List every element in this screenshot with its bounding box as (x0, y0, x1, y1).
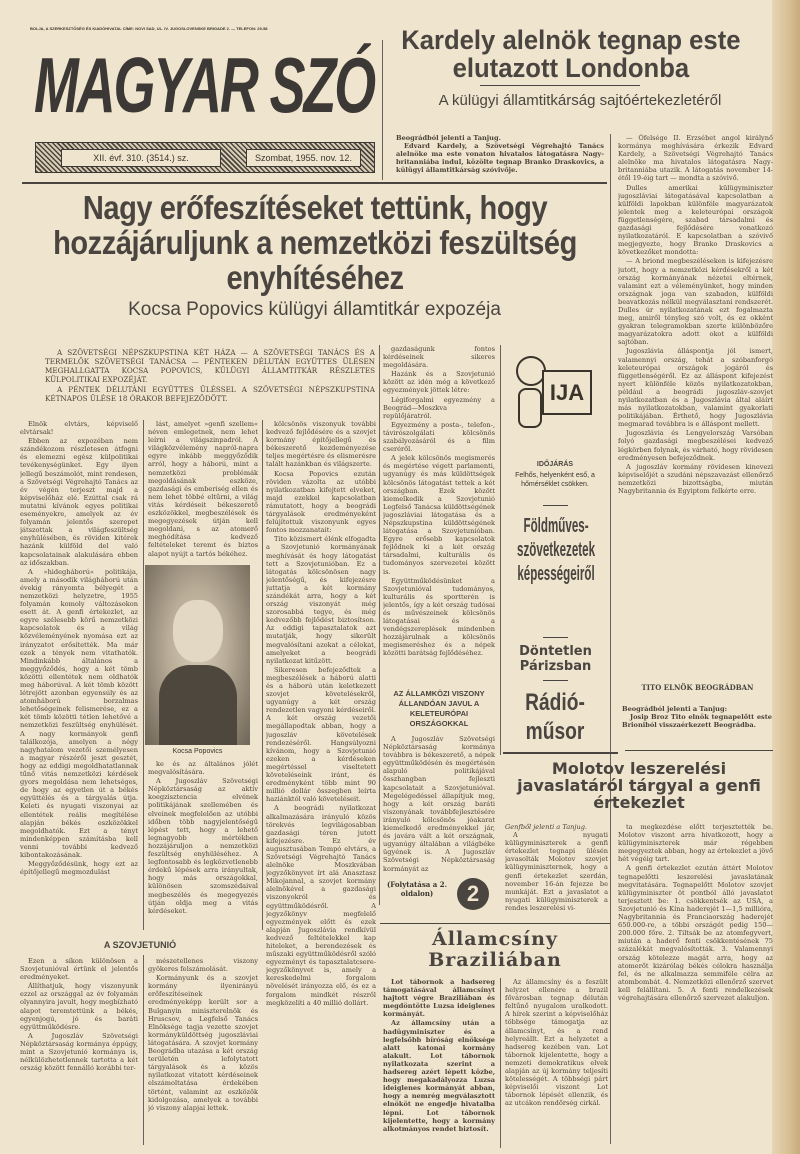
paragraph: Állíthatjuk, hogy viszonyunk ezzel az országgal az év folyamán olyannyira javult, hogy megbízható alapot teremtettünk a békés, egyenjogú, jó és baráti együttműködésre. (20, 982, 138, 1031)
divider (625, 750, 773, 751)
section-heading: AZ ÁLLAMKÖZI VISZONY ÁLLANDÓAN JAVUL A KELETEURÓPAI ORSZÁGOKKAL (393, 689, 485, 728)
continued-page-link[interactable]: 2 (457, 878, 489, 910)
paragraph: — Őfelsége II. Erzsébet angol királynő kormánya meghívására érkezik Edvard Kardely, a Szövetségi Végrehajtó Tanács alelnöke ma hivatalos látogatásra Nagy-britanniába utazik. A látogatás november 14-étől 19-éig tart — mondta a szóvivő. (618, 134, 773, 183)
paragraph: Hazánk és a Szovjetunió között az idén még a következő egyezmények jöttek létre: (383, 370, 495, 395)
divider (503, 752, 618, 754)
paragraph: A Jugoszláv Szövetségi Népköztársaság kormánya továbbra is békeszerető, a népek együttműködésén és megértésén alapuló politikájával összhangban fejleszti kapcsolatait a Szovjetunióval. Megelégedéssel állapítjuk meg, hogy a két ország baráti viszonyának továbbfejlesztésére irányuló kölcsönös jóakarat kiemelkedő eredményekkel jár, és javára vált a két országnak, ugyanúgy általában a világbéke ügyének is. A Jugoszláv Szövetségi Népköztársaság kormányát az (383, 735, 495, 873)
paragraph: Ebben az expozéban nem szándékozom részletesen átfogni és elemezni egész külpolitikai tevékenységünket. Egy ilyen jellegű beszámolót, mint rendesen, a Szövetségi Végrehajtó Tanács az év végén terjeszt majd a képviselőház elé. Ezúttal csak rá mutatni kívánok egyes politikai eseményekre, amelyek az év folyamán jelentős szerepet játszottak a világfeszültség enyhülésében, és röviden kitérek hazánk külföld del való kapcsolatainak alakulására ebben az időszakban. (20, 437, 138, 567)
farmers-teaser[interactable]: Földműves-szövetkezetek képességeiről (517, 515, 596, 585)
issue-bar (35, 142, 375, 173)
lead-paragraph: A SZÖVETSÉGI NÉPSZKUPSTINA KÉT HÁZA — A SZÖVETSÉGI TANÁCS ÉS A TERMELŐK SZÖVETSÉGI TANÁCSA — PÉNTEKEN DÉLUTÁN EGYÜTTES ÜLÉSEN MEGHALLGATTA KOCSA POPOVICS, KÜLÜGYI ÁLLAMTITKÁR RÉSZLETES KÜLPOLITIKAI EXPOZÉJÁT. (45, 348, 375, 384)
divider (543, 680, 568, 681)
kardely-dateline: Beográdból jelenti a Tanjug. (396, 134, 501, 142)
paragraph: Jugoszlávia álláspontja jól ismert, valamennyi ország, tehát a szóbanforgó keleteurópai országok jogáról és függetlenségéről. Ez az álláspont kifejezést nyert különféle közös nyilatkozatokban, például a beográdi jugoszláv-szovjet nyilatkozatban és a Jugoszlávia által aláírt más nyilatkozatokban, valamint gyakorlati politikájában. Érthető, hogy Jugoszlávia megmarad továbbra is e álláspont mellett. (618, 347, 773, 429)
divider (143, 955, 144, 1145)
paragraph: Az államcsíny után a hadügyminiszter és a legfelsőbb bíróság elnöksége alatt katonai kormány alakult. Lot tábornok nyilatkozata szerint a hadsereg azért lépett közbe, hogy megakadályozza Luzsa ideiglenes kormányát abban, hogy a nemrég megválasztott elnököt ne engedje hivatalba lépni. Lot tábornok kijelentette, hogy a kormány alkotmányos rendet biztosít. (383, 1019, 495, 1133)
article-column (148, 760, 258, 935)
issue-number: XII. évf. 310. (3514.) sz. (61, 149, 221, 167)
article-column (148, 957, 258, 1147)
article-column (266, 420, 376, 1140)
paragraph: A jugoszláv kormány rövidesen kinevezi képviselőjét a szudáni népszavazást ellenőrző nemzetközi bizottságba, miután Nagybritannia és Egyiptom felkérte erre. (618, 462, 773, 496)
paragraph: A Jugoszláv Szövetségi Népköztársaság kormánya éppúgy, mint a Szovjetunió kormánya is, nélkülözhetetlennek tartotta a két ország között fennálló korábbi ter- (20, 1031, 138, 1073)
section-heading: A SZOVJETUNIÓ (103, 940, 177, 950)
article-column (20, 420, 138, 935)
weather-text: Felhős, helyenként eső, a hőmérséklet csökken. (515, 472, 595, 488)
kardely-headline: Kardely alelnök tegnap este elutazott Londonba (401, 25, 741, 83)
paragraph: A beográdi nyilatkozat alkalmazására irányuló közös törekvés legvilágosabban gazdasági téren jutott kifejezésre. Ez év augusztusában Tempó elvtárs, a Szövetségi Végrehajtó Tanács alelnöke Moszkvában jegyzőkönyvet írt alá Anasztasz Mikojannal, a szovjet kormány alelnökével a gazdasági viszonyokról és együttműködésről. A jegyzőkönyv megfelelő egyezmények előtt és ezek alapján Jugoszlávia rendkívül kedvező feltételekkel kap hiteleket, a berendezések és műszaki együttműködésről szóló egyezményt és tapasztalatcsere-jegyzőkönyvet is, amely a kereskedelmi forgalom növelését irányozza elő, és ez a forgalom mindkét részről megközelíti a 40 millió dollárt. (266, 804, 376, 1007)
cartoon (508, 348, 600, 438)
paragraph: Együttműködésünket a Szovjetunióval tudományos, kulturális és sportterén is jelentős, így a két ország tudósai és művészeinek kölcsönös látogatásai és a vendégszereplések mindenben hozzájárulnak a kölcsönös megismeréshez és a népek közötti barátság fejlődéséhez. (383, 576, 495, 658)
paragraph: Dulles amerikai külügyminiszter jugoszláviai látogatásával kapcsolatban a külföldi lapokban különféle magyarázatok jelentek meg a keleteurópai országok függetlenségére, szabad társadalmi és gazdasági fejlődésére vonatkozó nyilatkozatáról. E kapcsolatban a szóvivő megjegyezte, hogy Branko Draskovics a következőket mondotta: (618, 183, 773, 257)
divider (380, 923, 610, 924)
article-column (383, 978, 495, 1148)
molotov-headline: Molotov leszerelési javaslatáról tárgyal a genfi értekezlet (517, 759, 761, 812)
paragraph: lást, amelyet »genfi szellem« néven emlegetnek, nem lehet leírni a világszinpadról. A világközvélemény napról-napra egyre inkább meggyőződik arról, hogy a háború, mint a nemzetközi problémák megoldásának eszköze, gazdasági és emberiség ellen és nem lehet többé eltűrni, a világ vitás kérdéseit békeszerető eszközökkel, megbeszélések és megegyezések útján kell megoldani, s az atomerő meghódítása kedvező feltételeket teremt és biztos alapot nyújt a tartós békéhez. (148, 420, 258, 558)
paragraph: — A briond megbeszéléseken is kifejezésre jutott, hogy a nemzetközi kérdésekről a két ország kormányának nézetei eltérnek, valamint ezt a véleményünket, hogy minden országnak joga van szabadon, külföldi beavatkozás nélkül megválasztani rendszerét. Dulles úr nyilatkozatának ezt fogalmazta meg, amiről tényleg szó volt, és ez okként gyakran telegramokban szerte különbözőre magyarázatokra adott okot a külföldi sajtóban. (618, 257, 773, 347)
divider (262, 420, 263, 930)
main-headline: Nagy erőfeszítéseket tettünk, hogy hozzájáruljunk a nemzetközi feszültség enyhítéséhez (53, 189, 577, 296)
paragraph: gazdaságunk fontos kérdéseinek sikeres megoldására. (383, 345, 495, 370)
kardely-subhead: A külügyi államtitkárság sajtóértekezletéről (438, 92, 722, 109)
paragraph: Légiforgalmi egyezmény a Beográd—Moszkva repülőjáratról. (383, 395, 495, 420)
issue-date: Szombat, 1955. nov. 12. (246, 149, 361, 167)
article-column (148, 420, 258, 560)
photo-caption: Kocsa Popovics (172, 748, 223, 755)
divider (543, 637, 568, 638)
divider (543, 505, 568, 506)
paragraph: A genfi értekezlet ezután áttért Molotov tegnapelőtti leszerelési javaslatának megvitatására. Tegnapelőtt Molotov szovjet külügyminiszter öt pontból álló javaslatot terjesztett be: 1. csökkentsék az USA, a Szovjetunió és Kína haderejét 1—1,5 millióra, Nagybritannia és Franciaország haderejét 650.000-re, a többi országét pedig 150—200.000 főre. 2. Tiltsák be az atomfegyvert, miután a haderő fenti csökkentésének 75 százalékát megvalósították. 3. Valamennyi ország kötelezze magát arra, hogy az atomerőt kizárólag békés célokra használja fel, és ne alkalmazza semmiféle célra az atombombát. 4. Nemzetközi ellenőrző szervet kell felállítani. 5. A fenti rendelkezések végrehajtására ellenőrző szervezet alakuljon. (618, 864, 773, 1002)
portrait-photo (145, 565, 250, 745)
main-subhead: Kocsa Popovics külügyi államtitkár expozéja (128, 299, 501, 320)
newspaper-logo: MAGYAR SZÓ (34, 41, 375, 129)
kardely-right-column (618, 134, 773, 679)
divider (143, 420, 144, 930)
molotov-body: A nyugati külügyminiszterek a genfi értekezlet tegnapi ülésén javasolták Molotov szovjet külügyminiszternek, hogy a genfi értekezlet szerdán, november 16-án fejezze be munkáját. Ezt a javaslatot a nyugati külügyminiszterek a rendes leszerelési vi- (505, 831, 608, 912)
main-headline-block (22, 190, 607, 342)
paragraph: ke és az általános jólét megvalósítására. (148, 760, 258, 777)
divider (500, 978, 501, 1148)
article-column (20, 957, 138, 1147)
paragraph: A Jugoszláv Szövetségi Népköztársaság az aktív koegzisztencia elvének politikájának szellemében és elveinek megfelelően az utóbbi időben több nagyjelentőségű lépést tett, hogy a lehető legnagyobb mértékben hozzájáruljon a nemzetközi feszültség enyhüléséhez. A legfontosabb és legközvetlenebb érdekű lépések arra irányultak, hogy más országokkal, különösen szomszédaival megbeszélés és megegyezés útján oldja meg a vitás kérdéseket. (148, 777, 258, 915)
paragraph: Tito közismert élénk elfogadta a Szovjetunió kormányának meghívását és hogy látogatást tett a Szovjetunióban. Ez a látogatás kölcsönösen nagy jelentőségű, és kifejezésre juttatja a két kormány szándékát arra, hogy a két ország viszonyát még szorosabbá tegye, és még kedvezőbb fejlődést biztosítson. Az eddigi tapasztalatok azt mutatják, hogy sikerült megvalósítani azokat a célokat, amelyeket a beográdi nyilatkozat kitűzött. (266, 535, 376, 665)
divider (610, 134, 611, 1144)
paragraph: Elnök elvtárs, képviselő elvtársak! (20, 420, 138, 437)
paragraph: Lot tábornok a hadsereg támogatásával államcsínyt hajtott végre Braziliában és megdöntötte Luzsa ideiglenes kormányát. (383, 978, 495, 1019)
paragraph: Meggyőződésünk, hogy ezt az építőjellegű megmozdulást (20, 860, 138, 877)
divider (500, 345, 501, 755)
paper-edge (772, 0, 800, 1154)
masthead-small-line: BOLJA, A SZERKESZTŐSÉG ÉS KIADÓHIVATAL CÍME: NOVI SAD, UL. IV. JUGOSLOVENSKE BRIGADE 2. — TELEFON: 29-58 (30, 26, 268, 31)
radio-teaser[interactable]: Rádió-műsor (525, 689, 585, 745)
article-column (383, 345, 495, 685)
cartoon-sign: IJA (542, 370, 592, 415)
divider (480, 85, 640, 86)
paragraph: Jugoszlávia és Lengyelország Varsóban folyó gazdasági megbeszélései kedvező légkörben folynak, és várható, hogy rövidesen eredményesen befejeződnek. (618, 429, 773, 462)
molotov-dateline: Genfből jelenti a Tanjug. (505, 823, 588, 831)
tito-dateline: Beográdból jelenti a Tanjug: (622, 705, 727, 713)
paragraph: Kocsa Popovics ezután röviden vázolta az utóbbi nyilatkozatban kifejtett elveket, majd ezekkel kapcsolatban rámutatott, hogy a beográdi tárgyalások eredményeként felújítottuk viszonyunk egyes fontos mozzanatait: (266, 469, 376, 535)
paragraph: A »hidegháború« politikája, amely a második világháború után évekig rányomta bélyegét a nemzetközi helyzetre, 1955 folyamán komoly változásokon esett át. A genfi értekezlet, az egyre szélesebb körű nemzetközi kapcsolatok és a világ közvéleményének nyomása ezt az irányzatot erősítették. Ma már ezek a tények nem vitathatók. Mindinkább általános a meggyőződés, hogy a két tömb közötti ellentétek nem oldhatók meg háborúval. A két tömb között létrejött azonban egyensúly és az atomháború borzalmas lehetőségeinek felismerése, ez a két tömb közötti tétlen lehetővé a nemzetközi feszültség enyhülését. A nagy kormányok genfi találkozója, amelyen a négy nagyhatalom vezetői személyesen a magyar részéről jeszt gesztét, hogy az eddigi megoldhatatlannak tűnő vitás nemzetközi kérdések gyors megoldása nem lehetséges, de hogy az egyetlen út a békés együttélés és a tárgyalás útja. Keleti és nyugati viszonyai az ellentétek reális megítélése alapján békés eszközökkel megoldhatók. Ezt a tényt mindenképpen számításba kell venni további kedvező kibontakozásának. (20, 567, 138, 859)
continued-note: (Folytatása a 2. oldalon) (386, 880, 448, 898)
article-column (505, 978, 608, 1148)
kardely-body: Edvard Kardely, a Szövetségi Végrehajtó Tanács alelnöke ma este vonaton hivatalos látogatásra Nagy-britanniába indul, közölte tegnap Branko Draskovics, a külügyi államtitkárság szóvivője. (396, 142, 604, 175)
chess-teaser[interactable]: Döntetlen Párizsban (519, 644, 592, 674)
article-column (618, 823, 773, 1148)
paragraph: Egyezmény a posta-, telefon-, távirószolgálati kölcsönös szabályozásáról és a film cseréről. (383, 420, 495, 454)
divider (22, 182, 607, 184)
divider (382, 40, 383, 180)
divider (379, 345, 380, 905)
paragraph: ta megkezdése előtt terjesztették be. Molotov viszont arra hivatkozott, hogy a külügyminiszterek már régebben megegyeztek abban, hogy az értekezlet a jövő hét végéig tart. (618, 823, 773, 864)
paragraph: mészetellenes viszony gyökeres felszámolását. (148, 957, 258, 974)
brazil-headline: Államcsíny Braziliában (428, 928, 562, 971)
tito-text: Josip Broz Tito elnök tegnapelőtt este Brioniból visszaérkezett Beográdba. (622, 713, 772, 730)
paragraph: Kormányunk és a szovjet kormány ilyenirányú erőfeszítéseinek eredményeképp került sor a Bulganyin miniszterelnök és Hruscsov, a Legfelső Tanács Elnöksége tagja vezette szovjet kormányküldöttség jugoszláviai látogatására. A szovjet kormány Beográdba utazása a két ország területén lefolytatott tárgyalások és a közös nyilatkozat vitatott kérdéseinek elszámoltatása érdekében történt, valamint az eszközök kidolgozása, amelyek a további jó viszony alapjai lettek. (148, 974, 258, 1112)
logo-box (34, 38, 379, 133)
paragraph: Sikeresen befejeződtek a megbeszélések a háború alatti és a háború után keletkezett szovjet követelésekről, ugyanúgy a két ország rendezetlen vagyoni kérdéseiről. A két ország vezetői megállapodtak abban, hogy a jugoszláv követelések rendezéséről. Hangsúlyozni kívánom, hogy a Szovjetunió ezeken a kérdéseken megértéssel viseltetett követeléseink iránt, és eredményként több mint 90 millió dollár összegben leírta haziánktól való követeléseit. (266, 665, 376, 804)
paragraph: Az államcsíny és a feszült helyzet ellenére a brazil fővárosban tegnap délután feltűnő nyugalom uralkodott. A hírek szerint a képviselőház többsége támogatja az államcsínyt, és a rend helyreállt. Ezt a helyzetet a hadsereg kezében van. Lot tábornok kijelentette, hogy a nemzeti demokratikus elvek alapján az új kormány teljesíti kötelességét. A többségi párt képviselői viszont Lot tábornok lépését ellenzik, és az utcákon rendőrség cirkál. (505, 978, 608, 1108)
paragraph: kölcsönös viszonyuk további kedvező fejlődésére és a szovjet kormány építőjellegű és békeszerető kezdeményezése teljes megértésre és elismerésre talált hazánkban és világszerte. (266, 420, 376, 469)
weather-title: IDŐJÁRÁS (536, 461, 574, 468)
tito-heading: TITO ELNÖK BEOGRÁDBAN (641, 683, 754, 692)
paragraph: Ezen a síkon különösen a Szovjetunióval értünk el jelentős eredményeket. (20, 957, 138, 982)
paragraph: A jelek kölcsönös megismerés és megértése végett parlamenti, ugyanúgy és más küldöttségek kölcsönös látogatást tettek a két országban. Ezek között kiemelkedik a Szovjetunió Legfelső Tanácsa küldöttségének jugoszláviai látogatása és a Népszkupstina küldöttségének látogatása a Szovjetunióban. Egyre erősebb kapcsolatok fejlődnek ki a két ország társadalmi, kulturális és tudományos szervezetei között is. (383, 454, 495, 576)
lead-paragraph: A PÉNTEK DÉLUTÁNI EGYÜTTES ÜLÉSSEL A SZÖVETSÉGI NÉPSZKUPSTINA KÉTNAPOS ÜLÉSE 18 ÓRAKOR BEFEJEZŐDÖTT. (45, 385, 375, 403)
article-column (383, 735, 495, 873)
